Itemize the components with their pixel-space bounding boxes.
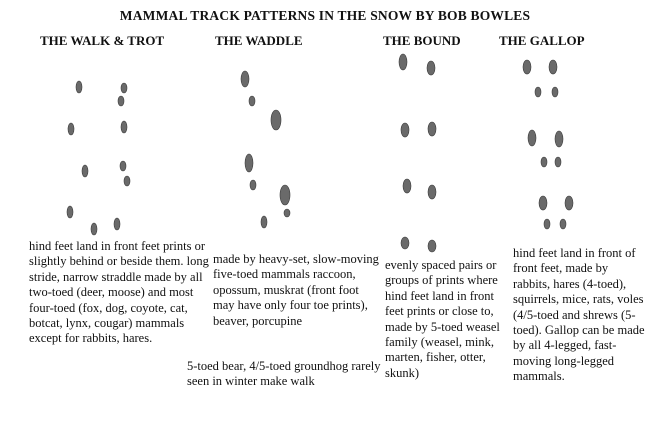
gallop-description: hind feet land in front of front feet, made by rabbits, hares (4-toed), squirrels, mice, rats, voles (4/5-toed and shrews (5-toed). Gallop can be made by all 4-legged, fast-moving long-legged mammals. bbox=[513, 246, 645, 384]
waddle-print bbox=[241, 71, 249, 87]
waddle-description: made by heavy-set, slow-moving five-toed mammals raccoon, opossum, muskrat (front foot may have only four toe prints), beaver, porcupine bbox=[213, 252, 379, 328]
waddle-note: 5-toed bear, 4/5-toed groundhog rarely seen in winter make walk bbox=[187, 359, 381, 389]
walk-print bbox=[118, 96, 124, 106]
waddle-print bbox=[245, 154, 253, 172]
bound-print bbox=[428, 240, 436, 252]
gallop-print bbox=[555, 157, 561, 167]
bound-description: evenly spaced pairs or groups of prints where hind feet land in front feet prints or close to, made by 5-toed weasel family (weasel, mink, marten, fisher, otter, skunk) bbox=[385, 258, 500, 380]
gallop-print bbox=[560, 219, 566, 229]
walk-print bbox=[67, 206, 73, 218]
gallop-print bbox=[549, 60, 557, 74]
gallop-print bbox=[552, 87, 558, 97]
walk-print bbox=[91, 223, 97, 235]
bound-print bbox=[399, 54, 407, 70]
walk-trot-prints bbox=[67, 81, 130, 235]
walk-print bbox=[76, 81, 82, 93]
walk-print bbox=[121, 121, 127, 133]
bound-print bbox=[401, 123, 409, 137]
bound-print bbox=[428, 122, 436, 136]
page-title: MAMMAL TRACK PATTERNS IN THE SNOW BY BOB BOWLES bbox=[119, 8, 531, 23]
heading-waddle: THE WADDLE bbox=[215, 33, 303, 48]
walk-print bbox=[114, 218, 120, 230]
waddle-print bbox=[250, 180, 256, 190]
waddle-print bbox=[261, 216, 267, 228]
walk-trot-description: hind feet land in front feet prints or slightly behind or beside them. long stride, narrow straddle made by all two-toed (deer, moose) and most four-toed (fox, dog, coyote, cat, botcat, lynx, cougar) mammals except for rabbits, hares. bbox=[29, 239, 209, 346]
gallop-print bbox=[528, 130, 536, 146]
walk-print bbox=[68, 123, 74, 135]
walk-print bbox=[120, 161, 126, 171]
gallop-print bbox=[565, 196, 573, 210]
waddle-print bbox=[284, 209, 290, 217]
waddle-print bbox=[249, 96, 255, 106]
walk-print bbox=[124, 176, 130, 186]
bound-print bbox=[427, 61, 435, 75]
gallop-print bbox=[555, 131, 563, 147]
gallop-print bbox=[535, 87, 541, 97]
walk-print bbox=[82, 165, 88, 177]
walk-print bbox=[121, 83, 127, 93]
gallop-print bbox=[539, 196, 547, 210]
bound-print bbox=[428, 185, 436, 199]
heading-bound: THE BOUND bbox=[383, 33, 461, 48]
waddle-print bbox=[280, 185, 290, 205]
gallop-print bbox=[544, 219, 550, 229]
gallop-print bbox=[523, 60, 531, 74]
bound-print bbox=[403, 179, 411, 193]
gallop-prints bbox=[523, 60, 573, 229]
waddle-print bbox=[271, 110, 281, 130]
heading-walk-trot: THE WALK & TROT bbox=[40, 33, 165, 48]
waddle-prints bbox=[241, 71, 290, 228]
bound-print bbox=[401, 237, 409, 249]
gallop-print bbox=[541, 157, 547, 167]
bound-prints bbox=[399, 54, 436, 252]
heading-gallop: THE GALLOP bbox=[499, 33, 585, 48]
